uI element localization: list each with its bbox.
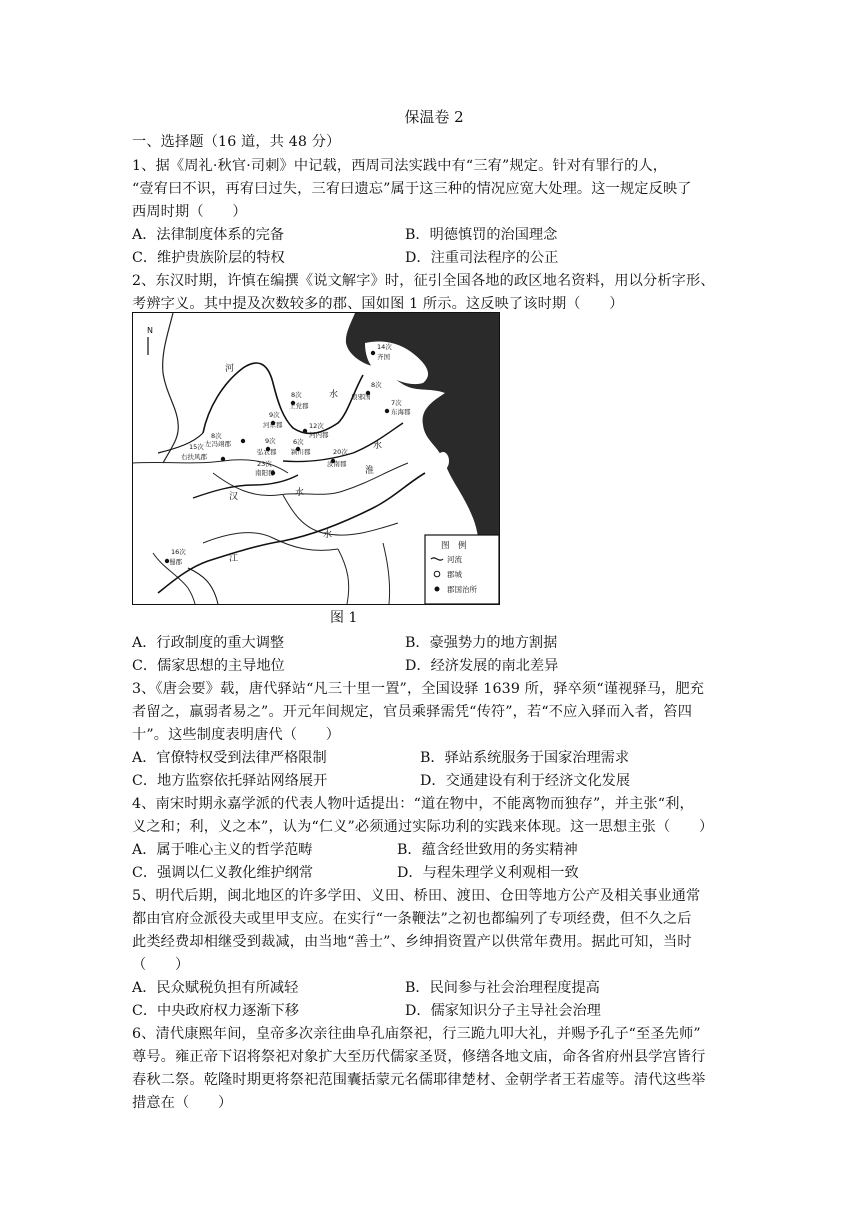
legend-title: 图 例 (441, 541, 467, 551)
place-count-youfufeng: 15次 (189, 443, 204, 451)
question-6-line-2: 尊号。雍正帝下诏将祭祀对象扩大至历代儒家圣贤，修缮各地文庙，命各省府州县学宫皆行 (132, 1049, 706, 1065)
river-label-shui-2: 水 (295, 488, 305, 498)
q3-option-c: C．地方监察依托驿站网络展开 (132, 773, 328, 789)
question-5-line-1: 5、明代后期，闽北地区的许多学田、义田、桥田、渡田、仓田等地方公产及相关事业通常 (132, 888, 701, 904)
place-count-shu: 16次 (171, 548, 186, 556)
q5-option-c: C．中央政府权力逐渐下移 (132, 1003, 299, 1019)
map-legend (425, 535, 499, 604)
legend-city: 郡城 (447, 570, 462, 579)
q5-option-b: B．民间参与社会治理程度提高 (405, 980, 600, 996)
river-label-shui-1: 水 (329, 390, 339, 400)
q2-option-d: D．经济发展的南北差异 (405, 658, 559, 674)
question-1-line-2: “壹宥曰不识，再宥曰过失，三宥曰遗忘”属于这三种的情况应宽大处理。这一规定反映了 (132, 181, 692, 197)
q4-option-a: A．属于唯心主义的哲学范畴 (132, 842, 313, 858)
place-name-henei: 河内郡 (309, 431, 329, 439)
question-3-line-3: 十”。这些制度表明唐代（ ） (132, 727, 341, 743)
place-count-qi: 14次 (377, 343, 392, 351)
question-1-line-1: 1、据《周礼·秋官·司刺》中记载，西周司法实践中有“三宥”规定。针对有罪行的人， (132, 158, 668, 174)
place-name-zuopingyi: 左冯翊郡 (205, 440, 231, 448)
question-1-line-3: 西周时期（ ） (132, 204, 247, 220)
q1-option-b: B．明德慎罚的治国理念 (405, 227, 558, 243)
question-6-line-4: 措意在（ ） (132, 1095, 233, 1111)
question-4-line-2: 义之和；利，义之本”，认为“仁义”必须通过实际功利的实践来体现。这一思想主张（ ） (132, 819, 714, 835)
question-6-line-3: 春秋二祭。乾隆时期更将祭祀范围囊括蒙元名儒耶律楚材、金朝学者王若虚等。清代这些举 (132, 1072, 706, 1088)
place-name-shu: 蜀郡 (169, 558, 182, 566)
q4-option-d: D．与程朱理学义利观相一致 (397, 865, 579, 881)
place-count-hongnong: 9次 (265, 437, 276, 445)
river-label-he: 河 (225, 364, 235, 374)
place-name-hedong: 河东郡 (263, 421, 283, 429)
river-label-jiang: 江 (229, 554, 239, 564)
river-label-huai: 淮 (365, 466, 375, 476)
question-5-line-2: 都由官府佥派役夫或里甲支应。在实行“一条鞭法”之初也都编列了专项经费，但不久之后 (132, 911, 692, 927)
north-label: N (147, 326, 153, 335)
q4-option-c: C．强调以仁义教化维护纲常 (132, 865, 314, 881)
river-label-shui-4: 水 (323, 530, 333, 540)
place-name-qi: 齐国 (377, 353, 390, 361)
q5-option-a: A．民众赋税负担有所减轻 (132, 980, 299, 996)
paper-title: 保温卷 2 (404, 108, 464, 126)
place-count-henei: 12次 (309, 422, 324, 430)
q3-option-b: B．驿站系统服务于国家治理需求 (420, 750, 630, 766)
place-count-langya: 8次 (371, 381, 382, 389)
question-5-line-4: （ ） (132, 957, 190, 973)
question-3-line-1: 3、《唐会要》载，唐代驿站“凡三十里一置”，全国设驿 1639 所，驿卒须“谨视驿马，肥充 (132, 681, 705, 697)
place-count-nanyang: 23次 (257, 460, 272, 468)
legend-river: 河流 (447, 555, 462, 564)
place-name-yingchuan: 颍川郡 (291, 448, 311, 456)
place-name-runan: 汝南郡 (327, 460, 347, 468)
question-6-line-1: 6、清代康熙年间，皇帝多次亲往曲阜孔庙祭祀，行三跪九叩大礼，并赐予孔子“至圣先师” (132, 1026, 701, 1042)
q4-option-b: B．蕴含经世致用的务实精神 (397, 842, 578, 858)
place-name-shangdang: 上党郡 (289, 402, 309, 410)
q1-option-a: A．法律制度体系的完备 (132, 227, 285, 243)
question-2-line-1: 2、东汉时期，许慎在编撰《说文解字》时，征引全国各地的政区地名资料，用以分析字形、 (132, 273, 715, 289)
han-commandery-map (132, 312, 500, 605)
q1-option-d: D．注重司法程序的公正 (405, 250, 559, 266)
place-count-shangdang: 8次 (291, 391, 302, 399)
question-4-line-1: 4、南宋时期永嘉学派的代表人物叶适提出：“道在物中，不能离物而独存”，并主张“利， (132, 796, 694, 812)
q2-option-c: C．儒家思想的主导地位 (132, 658, 285, 674)
place-count-runan: 20次 (333, 448, 348, 456)
q1-option-c: C．维护贵族阶层的特权 (132, 250, 285, 266)
place-count-donghai: 7次 (391, 399, 402, 407)
q3-option-a: A．官僚特权受到法律严格限制 (132, 750, 327, 766)
place-name-donghai: 东海郡 (391, 408, 411, 416)
place-count-hedong: 9次 (269, 411, 280, 419)
question-5-line-3: 此类经费却相继受到裁减，由当地“善士”、乡绅捐资置产以供常年费用。据此可知，当时 (132, 934, 692, 950)
q3-option-d: D．交通建设有利于经济文化发展 (420, 773, 631, 789)
river-label-han: 汉 (229, 492, 239, 502)
place-name-langya: 琅邪国 (351, 393, 371, 401)
section-heading: 一、选择题（16 道，共 48 分） (132, 134, 341, 150)
place-name-youfufeng: 右扶风郡 (181, 453, 207, 461)
q5-option-d: D．儒家知识分子主导社会治理 (405, 1003, 601, 1019)
question-2-line-2: 考辨字义。其中提及次数较多的郡、国如图 1 所示。这反映了该时期（ ） (132, 296, 624, 312)
legend-seat: 郡国治所 (447, 585, 477, 594)
place-count-yingchuan: 6次 (293, 438, 304, 446)
place-count-zuopingyi: 8次 (211, 432, 222, 440)
q2-option-b: B．豪强势力的地方割据 (405, 635, 558, 651)
figure-caption: 图 1 (330, 610, 358, 626)
river-label-shui-3: 水 (373, 441, 383, 451)
place-name-nanyang: 南阳郡 (255, 469, 275, 477)
q2-option-a: A．行政制度的重大调整 (132, 635, 285, 651)
question-3-line-2: 者留之，羸弱者易之”。开元年间规定，官员乘驿需凭“传符”，若“不应入驿而入者，笞四 (132, 704, 693, 720)
place-name-hongnong: 弘农郡 (257, 448, 277, 456)
